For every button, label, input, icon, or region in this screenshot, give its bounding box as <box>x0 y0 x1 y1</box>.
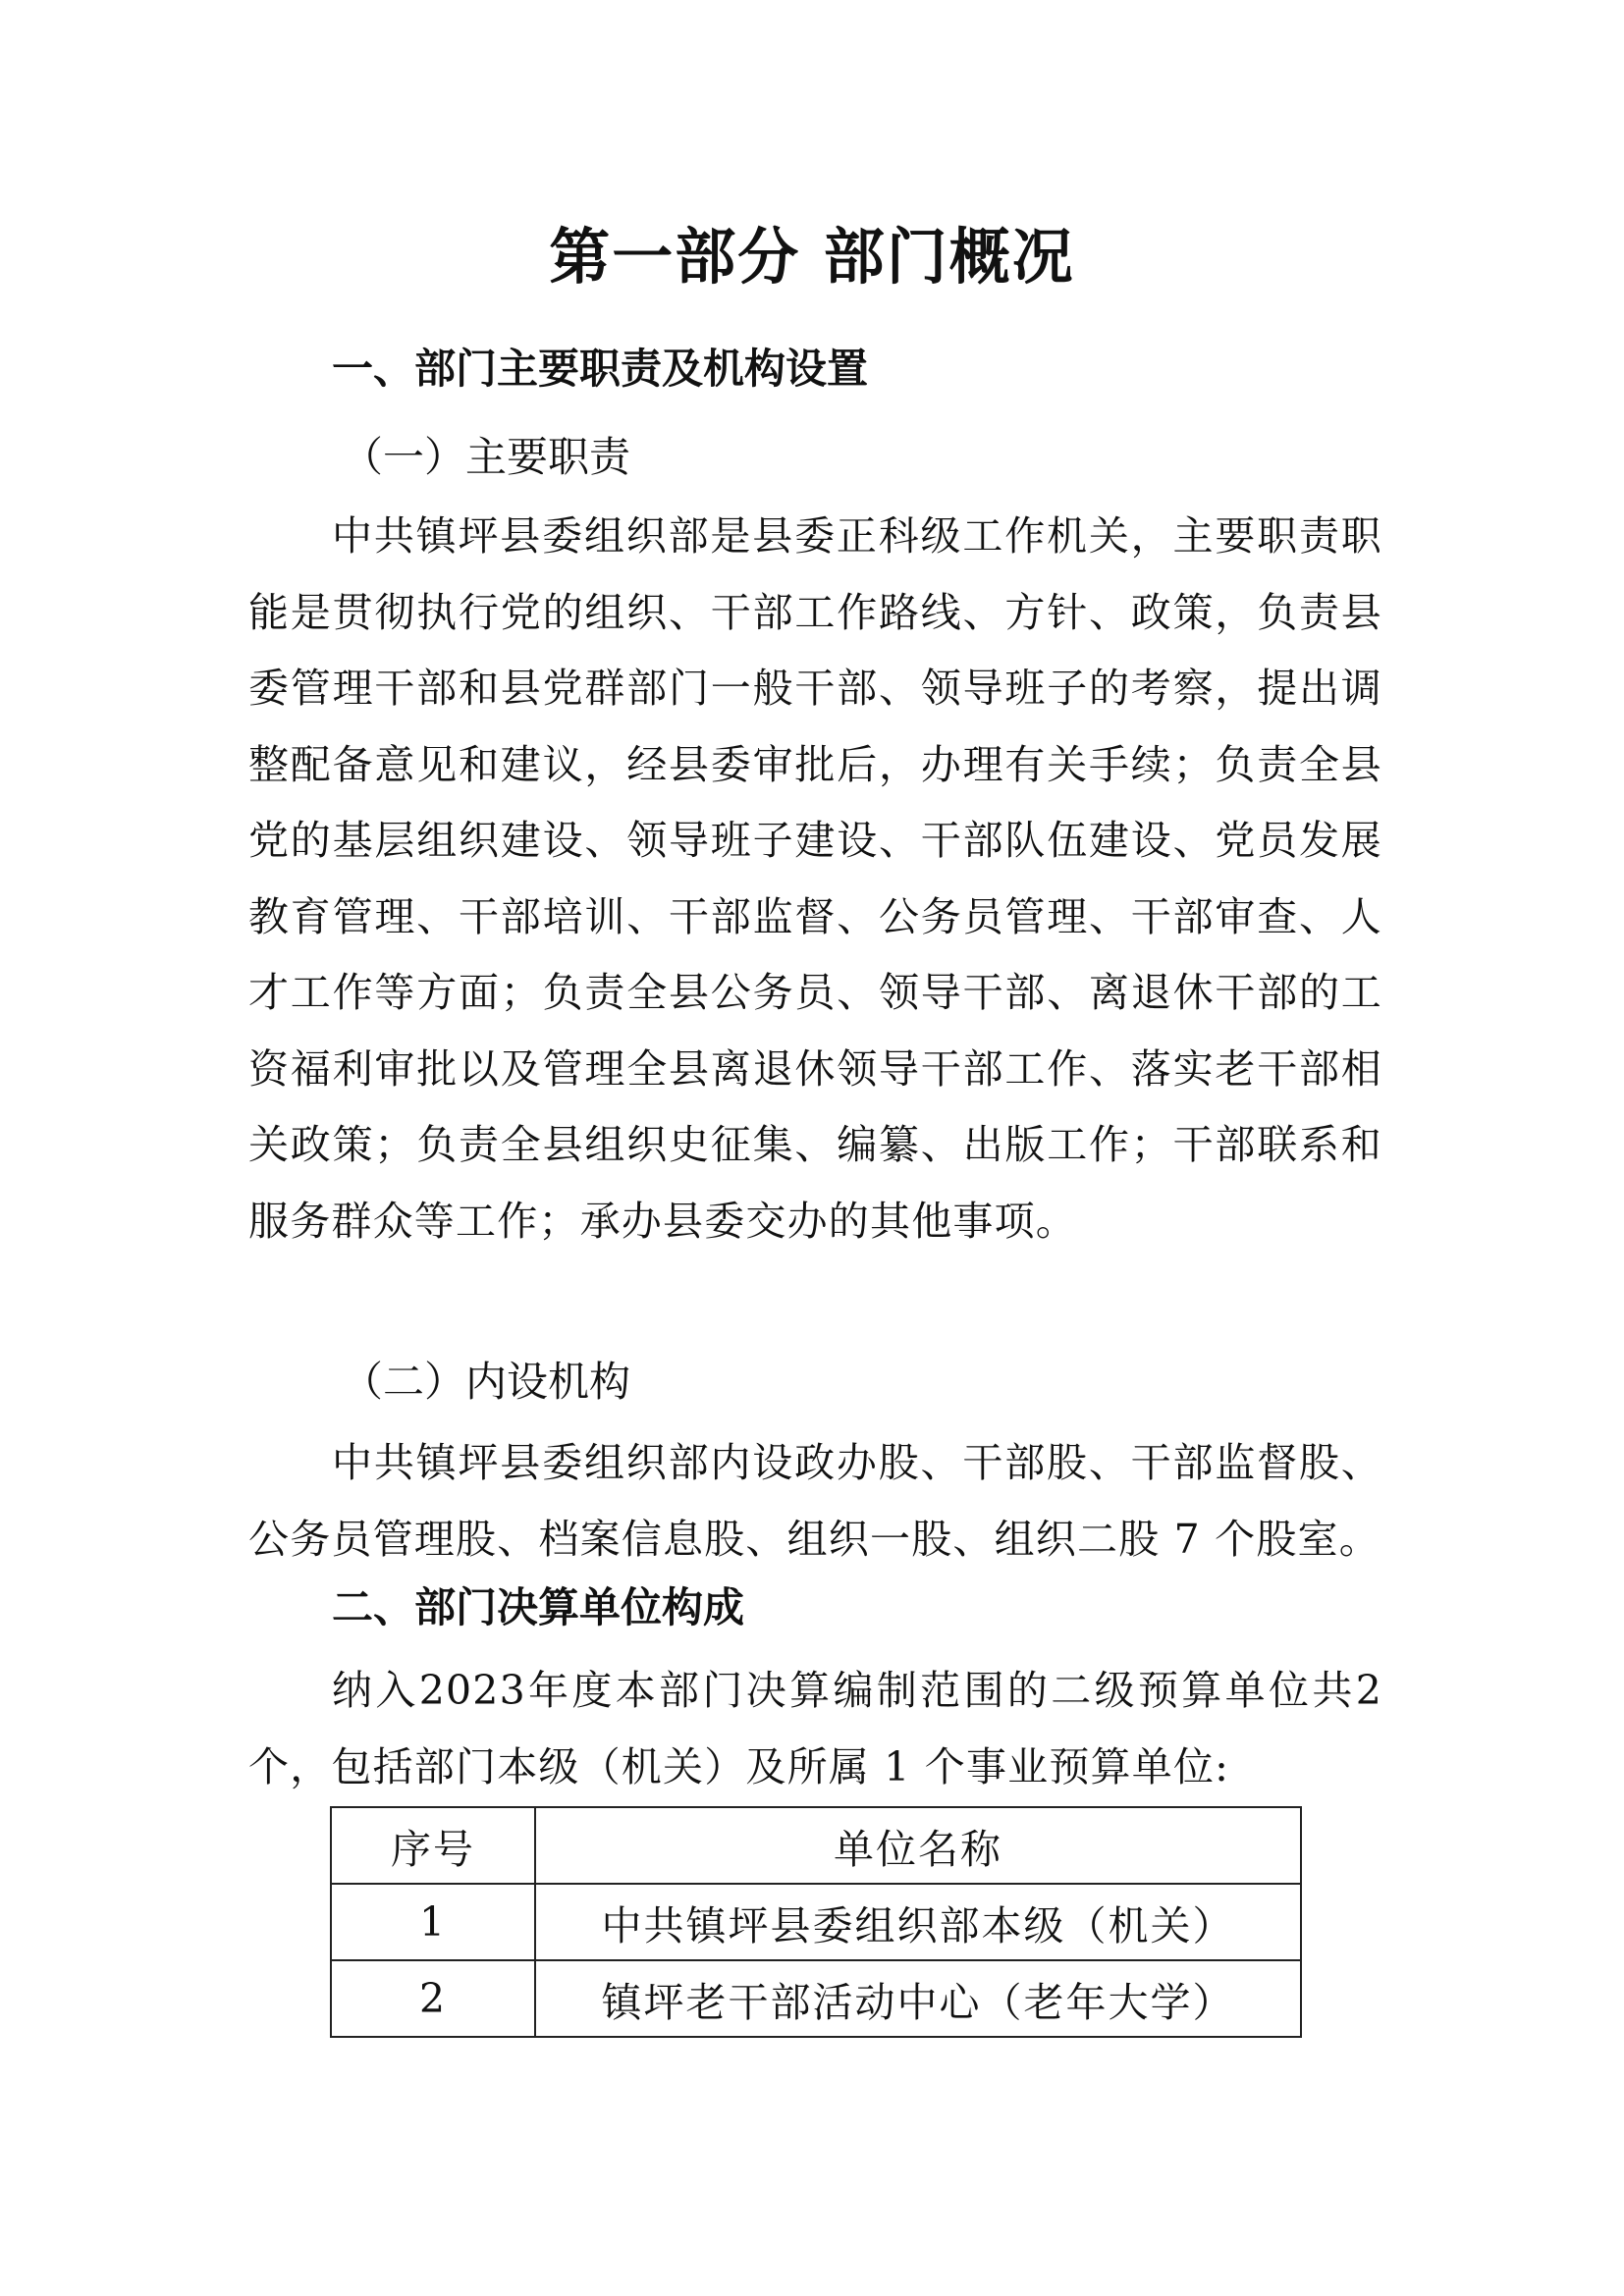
row-serial-number: 1 <box>331 1884 535 1960</box>
section1-heading: 一、部门主要职责及机构设置 <box>332 345 869 393</box>
page-title: 第一部分 部门概况 <box>549 221 1075 293</box>
table-row <box>331 1960 1301 2037</box>
budget-units-table <box>330 1806 1302 2038</box>
section1-sub1-heading: （一）主要职责 <box>342 433 631 481</box>
row-unit-name: 镇坪老干部活动中心（老年大学） <box>535 1960 1301 2037</box>
row-serial-number: 2 <box>331 1960 535 2037</box>
header-serial-number: 序号 <box>331 1807 535 1884</box>
table-row <box>331 1884 1301 1960</box>
section2-heading: 二、部门决算单位构成 <box>332 1583 745 1631</box>
internal-departments-paragraph: 中共镇坪县委组织部内设政办股、干部股、干部监督股、公务员管理股、档案信息股、组织一股、组织二股 7 个股室。 <box>248 1439 1382 1563</box>
table-header-row <box>331 1807 1301 1884</box>
row-unit-name: 中共镇坪县委组织部本级（机关） <box>535 1884 1301 1960</box>
duties-paragraph: 中共镇坪县委组织部是县委正科级工作机关，主要职责职能是贯彻执行党的组织、干部工作路线、方针、政策，负责县委管理干部和县党群部门一般干部、领导班子的考察，提出调整配备意见和建议，经县委审批后，办理有关手续；负责全县党的基层组织建设、领导班子建设、干部队伍建设、党员发展教育管理、干部培训、干部监督、公务员管理、干部审查、人才工作等方面；负责全县公务员、领导干部、离退休干部的工资福利审批以及管理全县离退休领导干部工作、落实老干部相关政策；负责全县组织史征集、编纂、出版工作；干部联系和服务群众等工作；承办县委交办的其他事项。 <box>248 512 1382 1245</box>
header-unit-name: 单位名称 <box>535 1807 1301 1884</box>
budget-units-paragraph: 纳入2023年度本部门决算编制范围的二级预算单位共2个，包括部门本级（机关）及所属 1 个事业预算单位: <box>248 1667 1382 1790</box>
section1-sub2-heading: （二）内设机构 <box>342 1358 631 1406</box>
